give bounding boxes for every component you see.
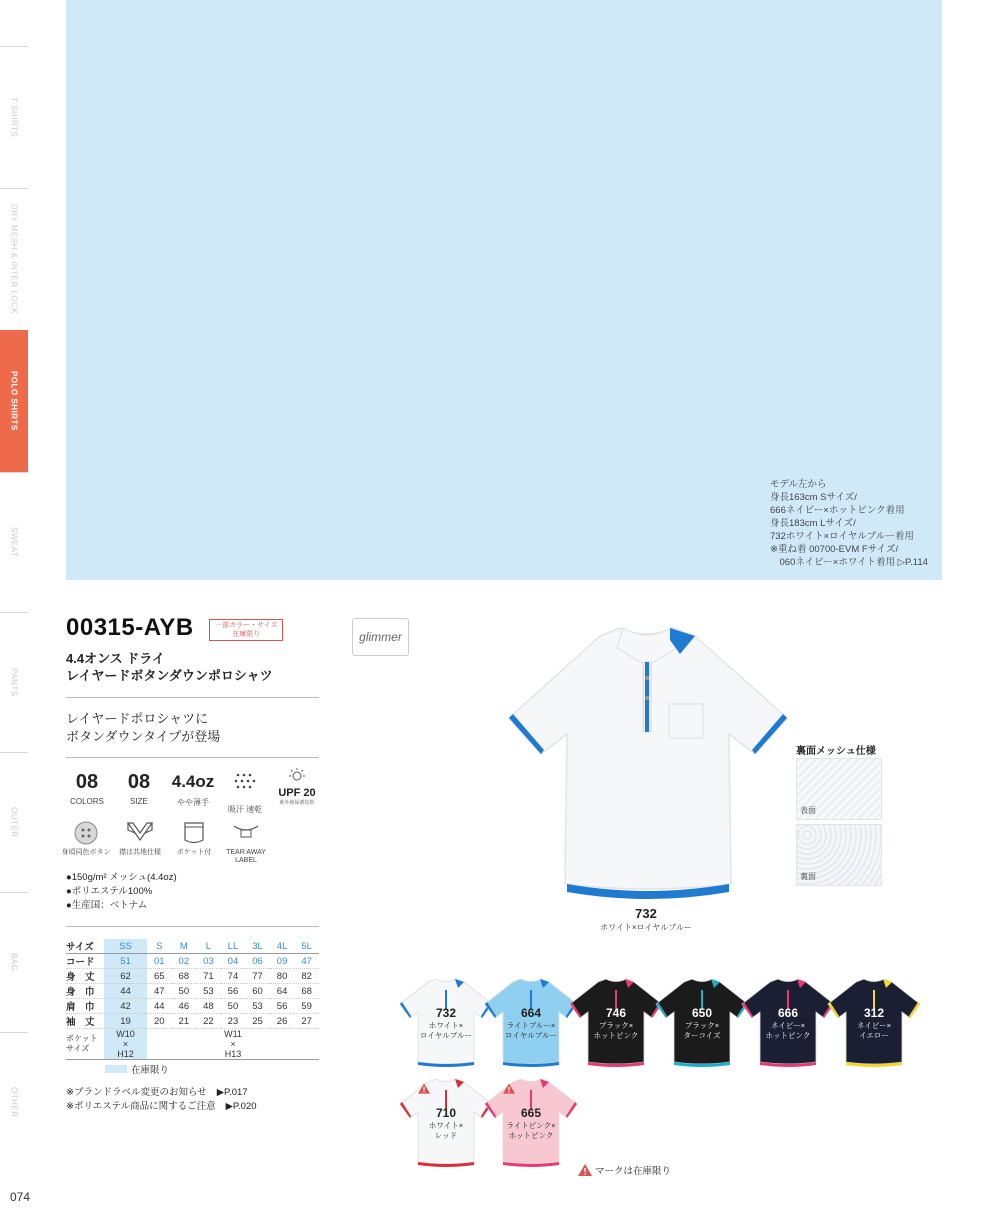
table-cell: 65 [147,969,172,984]
table-cell: 82 [294,969,319,984]
variant-code: 312 [863,1006,885,1020]
variant-666[interactable] [740,978,836,1068]
variant-name: ホワイト× ロイヤルブルー [420,1021,472,1040]
tab-label: T-SHIRTS [9,97,19,138]
upf-value: UPF 20 [278,787,316,799]
table-cell: 51 [104,954,147,969]
hero-photo [66,0,942,580]
variant-name: ホワイト× レッド [428,1121,464,1140]
table-row [66,969,319,984]
variant-code: 665 [520,1106,542,1120]
tab-other[interactable] [0,1032,28,1172]
variant-710[interactable] [398,1078,494,1168]
badge-line: 在庫限り [232,631,261,638]
table-cell: 77 [245,969,270,984]
table-cell: 01 [147,954,172,969]
category-sidebar [0,0,31,1223]
fabric-line: ●生産国：ベトナム [66,900,148,911]
product-name [66,650,273,684]
variant-code: 650 [691,1006,713,1020]
product-name-line: 4.4オンス ドライ [66,651,165,666]
warning-icon [418,1081,430,1092]
table-header: 4L [270,939,295,954]
table-cell: 56 [270,999,295,1014]
row-label: 袖 丈 [66,1014,104,1029]
legend-swatch [105,1065,127,1073]
tab-outer[interactable] [0,752,28,892]
caption-line: 732ホワイト×ロイヤルブルー着用 [770,531,914,542]
table-cell: 20 [147,1014,172,1029]
table-cell: 27 [294,1014,319,1029]
variant-name: ブラック× ホットピンク [593,1021,639,1040]
table-cell: 23 [221,1014,246,1029]
table-cell: 19 [104,1014,147,1029]
fabric-info [66,871,177,913]
table-cell: 47 [294,954,319,969]
spec-upf [274,768,320,806]
table-cell: 09 [270,954,295,969]
table-cell: 50 [221,999,246,1014]
tab-label: PANTS [9,668,19,697]
table-cell: 64 [270,984,295,999]
table-header: M [172,939,197,954]
table-cell: 21 [172,1014,197,1029]
tab-label: OUTER [9,807,19,838]
variant-name: ライトピンク× ホットピンク [506,1121,556,1140]
size-table [66,939,319,1060]
feature-label: ポケット付 [176,849,212,856]
table-cell: W11 × H13 [147,1029,319,1060]
stock-note [578,1163,671,1177]
pocket-size-row [66,1029,319,1060]
spec-weight [170,770,216,808]
brand-logo [352,618,409,656]
variant-746[interactable] [568,978,664,1068]
stock-legend [105,1062,169,1076]
main-color-code: 732 [635,906,657,921]
note-item [66,1086,257,1100]
row-label: 身 丈 [66,969,104,984]
row-label: ポケット サイズ [66,1029,104,1060]
table-cell: W10 × H12 [104,1029,147,1060]
catch-line: レイヤードポロシャツに [66,711,209,726]
variant-665[interactable] [483,1078,579,1168]
label-icon [231,820,261,846]
variant-name: ネイビー× ホットピンク [765,1021,811,1040]
weight-label: やや薄手 [177,798,209,807]
feature-tear-away-label [218,820,274,865]
table-row [66,954,319,969]
table-cell: 46 [172,999,197,1014]
divider [66,697,319,698]
tab-sweat[interactable] [0,472,28,612]
table-cell: 44 [147,999,172,1014]
tab-label: BAG [9,953,19,972]
stock-limited-badge [209,619,283,641]
catch-line: ボタンダウンタイプが登場 [66,729,221,744]
note-page-link[interactable]: ▶P.020 [225,1101,257,1112]
table-cell: 48 [196,999,221,1014]
caption-line: 060ネイビー×ホワイト着用 ▷P.114 [770,557,928,568]
table-cell: 53 [196,984,221,999]
mesh-back-swatch [796,824,882,886]
table-header: サイズ [66,939,104,954]
feature-label: 身頃同色ボタン [61,849,111,856]
table-header: 3L [245,939,270,954]
legend-label: 在庫限り [131,1065,170,1076]
model-caption [770,478,928,569]
table-cell: 74 [221,969,246,984]
variant-664[interactable] [483,978,579,1068]
table-cell: 80 [270,969,295,984]
main-shirt-image [505,622,790,904]
pocket-icon [179,820,209,846]
caption-line: 身長163cm Sサイズ/ [770,492,857,503]
mesh-back-label: 裏面 [800,872,816,881]
table-cell: 56 [221,984,246,999]
tab-t-shirts[interactable] [0,46,28,188]
tab-label: SWEAT [9,527,19,558]
upf-label: 紫外線保護指数 [279,800,315,806]
page-number: 074 [10,1190,31,1204]
note-page-link[interactable]: ▶P.017 [216,1087,248,1098]
spec-colors [66,770,108,806]
brand-logo-text: glimmer [359,630,402,644]
table-cell: 71 [196,969,221,984]
table-cell: 60 [245,984,270,999]
tab-dry-mesh[interactable] [0,188,28,330]
variant-name: ネイビー× イエロー [857,1021,891,1040]
note-item [66,1100,257,1114]
table-header: 5L [294,939,319,954]
note-text: ※ブランドラベル変更のお知らせ [66,1087,207,1098]
mesh-front-swatch [796,758,882,820]
product-name-line: レイヤードボタンダウンポロシャツ [66,668,273,683]
colors-label: COLORS [70,797,104,806]
table-cell: 62 [104,969,147,984]
fabric-line: ●150g/m² メッシュ(4.4oz) [66,872,177,883]
table-cell: 06 [245,954,270,969]
notes [66,1086,257,1114]
divider [66,926,319,927]
table-cell: 44 [104,984,147,999]
colors-count: 08 [75,771,99,793]
spec-dry [222,770,268,815]
row-label: 身 巾 [66,984,104,999]
table-cell: 50 [172,984,197,999]
caption-line: 666ネイビー×ホットピンク着用 [770,505,905,516]
feature-button [58,820,114,857]
table-row [66,1014,319,1029]
feature-label: 襟は共地仕様 [119,849,161,856]
table-cell: 53 [245,999,270,1014]
table-header: L [196,939,221,954]
stock-note-text: マークは在庫限り [595,1166,672,1177]
caption-line: 身長183cm Lサイズ/ [770,518,856,529]
table-cell: 68 [172,969,197,984]
dry-label: 吸汗 速乾 [227,805,263,814]
warning-icon [503,1081,515,1092]
tab-label: DRY MESH & INTER LOCK [9,204,19,315]
tab-pants[interactable] [0,612,28,752]
product-code: 00315-AYB [66,614,194,641]
table-cell: 26 [270,1014,295,1029]
table-cell: 03 [196,954,221,969]
table-header: LL [221,939,246,954]
sun-icon [274,768,320,787]
feature-pocket [166,820,222,857]
mesh-title: 裏面メッシュ仕様 [796,746,876,757]
fabric-line: ●ポリエステル100% [66,886,153,897]
table-header: S [147,939,172,954]
variant-650[interactable] [654,978,750,1068]
tab-label: POLO SHIRTS [9,371,19,431]
caption-line: ※重ね着 00700-EVM Fサイズ/ [770,544,899,555]
size-label: SIZE [130,797,148,806]
table-header: SS [104,939,147,954]
variant-code: 732 [435,1006,457,1020]
weight-value: 4.4oz [171,772,215,791]
row-label: コード [66,954,104,969]
warning-icon [578,1164,592,1176]
variant-312[interactable] [826,978,922,1068]
table-header-row [66,939,319,954]
table-row [66,984,319,999]
variant-name: ブラック× ターコイズ [683,1021,721,1040]
feature-label: TEAR AWAY LABEL [226,849,266,864]
table-cell: 42 [104,999,147,1014]
dry-icon [222,770,268,801]
table-cell: 22 [196,1014,221,1029]
table-cell: 68 [294,984,319,999]
badge-line: 一部カラー・サイズ [215,622,278,629]
main-color-name: ホワイト×ロイヤルブルー [600,923,692,932]
variant-code: 666 [777,1006,799,1020]
table-cell: 47 [147,984,172,999]
button-icon [71,820,101,846]
mesh-front-label: 表面 [800,806,816,815]
variant-code: 664 [520,1006,542,1020]
row-label: 肩 巾 [66,999,104,1014]
variant-code: 746 [605,1006,627,1020]
variant-732[interactable] [398,978,494,1068]
spec-size [118,770,160,806]
table-cell: 02 [172,954,197,969]
table-cell: 59 [294,999,319,1014]
tab-bag[interactable] [0,892,28,1032]
feature-collar [112,820,168,857]
divider [66,757,319,758]
table-cell: 25 [245,1014,270,1029]
caption-line: モデル左から [770,479,827,490]
catch-copy [66,710,220,746]
size-count: 08 [127,771,151,793]
variant-code: 710 [435,1106,457,1120]
variant-name: ライトブルー× ロイヤルブルー [505,1021,557,1040]
tab-label: OTHER [9,1087,19,1118]
collar-icon [125,820,155,846]
table-cell: 04 [221,954,246,969]
note-text: ※ポリエステル商品に関するご注意 [66,1101,216,1112]
tab-polo-shirts[interactable] [0,330,28,472]
table-row [66,999,319,1014]
